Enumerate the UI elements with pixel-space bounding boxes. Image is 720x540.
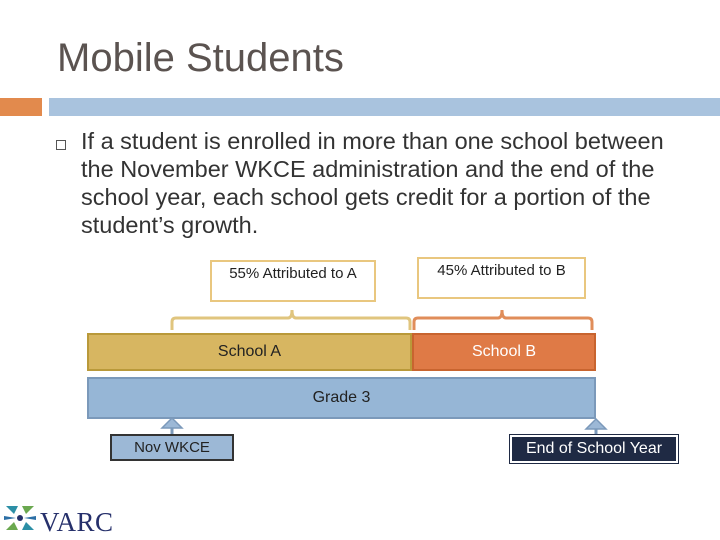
school-a-bar [87,333,412,371]
end-of-school-year-marker [510,435,678,463]
nov-wkce-marker [110,434,234,461]
grade-bar [87,377,596,419]
brace-b [414,310,592,330]
logo-text: VARC [40,507,114,537]
brace-a [172,310,410,330]
nov-wkce-label: Nov WKCE [134,439,210,456]
bullet-text: If a student is enrolled in more than one school between the November WKCE administration and the end of the school year, each school gets credit for a portion of the student’s growth. [81,128,664,238]
school-b-label: School B [471,343,537,360]
attribution-label-b: 45% Attributed to B [417,257,586,299]
attribution-label-a: 55% Attributed to A [210,260,376,302]
arrow-up-icon-start [162,418,182,434]
school-b-bar [412,333,596,371]
grade-label: Grade 3 [312,389,371,406]
end-of-school-year-label: End of School Year [525,440,663,457]
arrow-up-icon-end [586,419,606,435]
slide-title: Mobile Students [57,36,344,80]
school-a-label: School A [217,343,282,360]
